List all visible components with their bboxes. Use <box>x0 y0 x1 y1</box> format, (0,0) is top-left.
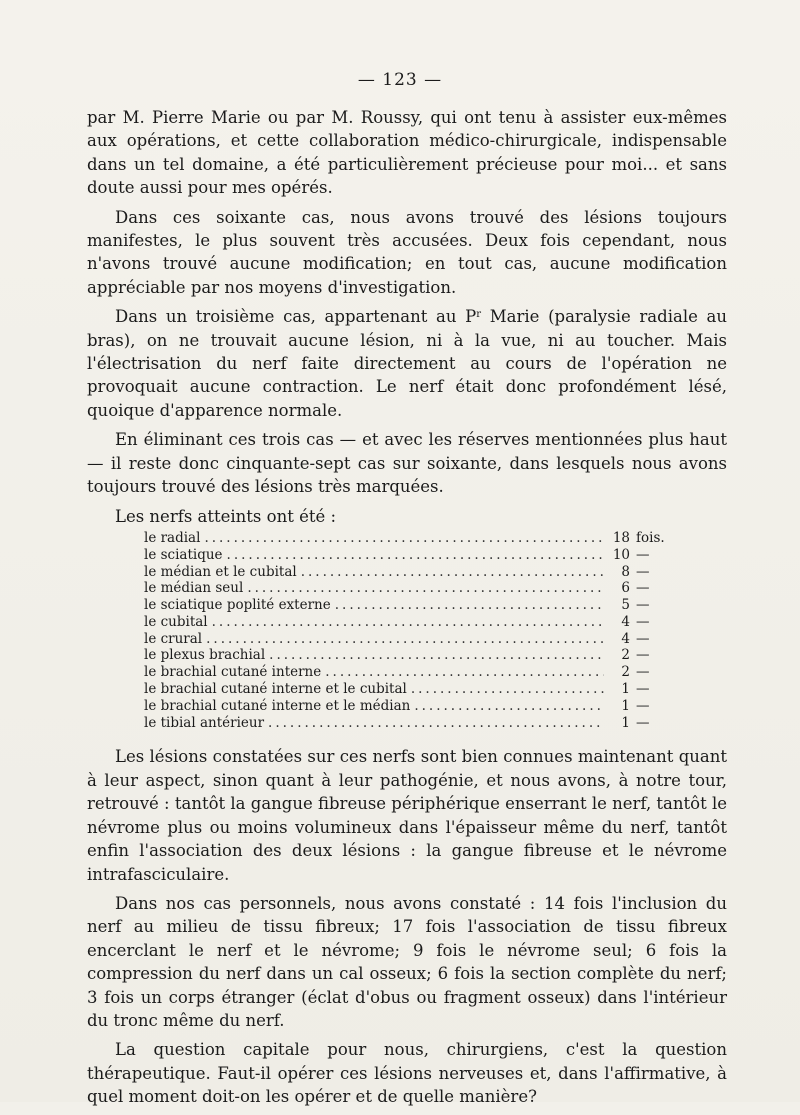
nerve-name: le tibial antérieur <box>144 714 265 731</box>
leader-dots <box>204 530 604 547</box>
superscript: r <box>476 309 482 321</box>
nerve-row <box>144 614 674 631</box>
paragraph-sixty-cases: Dans ces soixante cas, nous avons trouvé des lésions toujours manifestes, le plus souvent très accusées. Deux fois cependant, nous n'avons trouvé aucune modification; en tout cas, aucune modification appréciable par nos moyens d'investigation. <box>87 207 727 297</box>
nerve-name: le brachial cutané interne <box>144 664 322 681</box>
leader-dots <box>269 647 604 664</box>
nerve-unit: — <box>636 697 650 714</box>
nerve-count: 1 <box>621 714 630 731</box>
nerve-count: 2 <box>621 664 630 681</box>
paragraph-continuation: par M. Pierre Marie ou par M. Roussy, qui ont tenu à assister eux-mêmes aux opérations, et cette collaboration médico-chirurgicale, indispensable dans un tel domaine, a été particulièrement précieuse pour moi... et sans doute aussi pour mes opérés. <box>87 108 727 198</box>
nerve-name: le plexus brachial <box>144 647 266 664</box>
paragraph-eliminating: En éliminant ces trois cas — et avec les réserves mentionnées plus haut — il reste donc cinquante-sept cas sur soixante, dans lesquels nous avons toujours trouvé des lésions très marquées. <box>87 430 727 497</box>
nerve-name: le radial <box>144 529 201 546</box>
nerve-name: le sciatique poplité externe <box>144 597 331 614</box>
nerve-name: le médian seul <box>144 580 244 597</box>
nerve-count: 1 <box>621 681 630 698</box>
paragraph-third-case <box>87 305 727 422</box>
nerve-row <box>144 564 674 581</box>
nerve-row <box>144 597 674 614</box>
leader-dots <box>325 664 604 681</box>
leader-dots <box>247 580 604 597</box>
nerve-count: 4 <box>621 613 630 630</box>
nerve-count: 18 <box>612 529 630 546</box>
paragraph-lesions: Les lésions constatées sur ces nerfs sont bien connues maintenant quant à leur aspect, sinon quant à leur pathogénie, et nous avons, à notre tour, retrouvé : tantôt la gangue fibreuse périphérique enserrant le nerf, tantôt le névrome plus ou moins volumineux dans l'épaisseur même du nerf, tantôt enfin l'association des deux lésions : la gangue fibreuse et le névrome intrafasciculaire. <box>87 747 728 884</box>
page-number: — 123 — <box>357 70 443 90</box>
nerve-row <box>144 580 674 597</box>
nerve-unit: fois. <box>636 529 665 546</box>
nerve-row <box>144 681 674 698</box>
nerve-name: le brachial cutané interne et le médian <box>144 697 411 714</box>
nerve-unit: — <box>636 563 650 580</box>
nerve-row <box>144 530 674 547</box>
nerve-count: 4 <box>621 630 630 647</box>
nerve-count: 1 <box>621 697 630 714</box>
text-segment: Dans un troisième cas, appartenant au P <box>115 307 477 327</box>
nerve-row <box>144 698 674 715</box>
nerve-unit: — <box>636 714 650 731</box>
nerve-name: le brachial cutané interne et le cubital <box>144 681 407 698</box>
paragraph-personal-cases: Dans nos cas personnels, nous avons constaté : 14 fois l'inclusion du nerf au milieu de tissu fibreux; 17 fois l'association de tissu fibreux encerclant le nerf et le névrome; 9 fois le névrome seul; 6 fois la compression du nerf dans un cal osseux; 6 fois la section complète du nerf; 3 fois un corps étranger (éclat d'obus ou fragment osseux) dans l'intérieur du tronc même du nerf. <box>87 893 727 1030</box>
nerve-name: le crural <box>144 630 203 647</box>
nerve-row <box>144 547 674 564</box>
leader-dots <box>206 631 604 648</box>
nerve-count: 10 <box>612 546 630 563</box>
nerve-row <box>144 664 674 681</box>
paragraph-list-intro: Les nerfs atteints ont été : <box>115 506 337 526</box>
nerve-unit: — <box>636 647 650 664</box>
nerve-unit: — <box>636 546 650 563</box>
nerve-unit: — <box>636 580 650 597</box>
text-segment: Marie (paralysie radiale au bras), on ne trouvait aucune lésion, ni à la vue, ni au toucher. Mais l'électrisation du nerf faite directement au cours de l'opération ne provoquait aucune contraction. Le nerf était donc profondément lésé, quoique d'apparence normale. <box>87 307 727 420</box>
nerve-unit: — <box>636 613 650 630</box>
nerve-name: le sciatique <box>144 546 223 563</box>
nerve-count: 8 <box>621 563 630 580</box>
nerve-row <box>144 715 674 732</box>
nerve-unit: — <box>636 664 650 681</box>
leader-dots <box>301 564 604 581</box>
leader-dots <box>414 698 604 715</box>
leader-dots <box>268 715 604 732</box>
nerve-count: 6 <box>621 580 630 597</box>
nerve-name: le cubital <box>144 613 208 630</box>
nerve-row <box>144 631 674 648</box>
nerve-unit: — <box>636 597 650 614</box>
leader-dots <box>227 547 604 564</box>
leader-dots <box>411 681 604 698</box>
paragraph-question: La question capitale pour nous, chirurgiens, c'est la question thérapeutique. Faut-il opérer ces lésions nerveuses et, dans l'affirmative, à quel moment doit-on les opérer et de quelle manière? <box>87 1040 727 1107</box>
nerve-row <box>144 647 674 664</box>
nerve-unit: — <box>636 630 650 647</box>
nerve-count: 5 <box>621 597 630 614</box>
nerve-name: le médian et le cubital <box>144 563 297 580</box>
nerve-unit: — <box>636 681 650 698</box>
nerve-count: 2 <box>621 647 630 664</box>
body-text <box>87 106 727 1115</box>
leader-dots <box>335 597 604 614</box>
nerve-table <box>144 530 674 732</box>
leader-dots <box>212 614 604 631</box>
